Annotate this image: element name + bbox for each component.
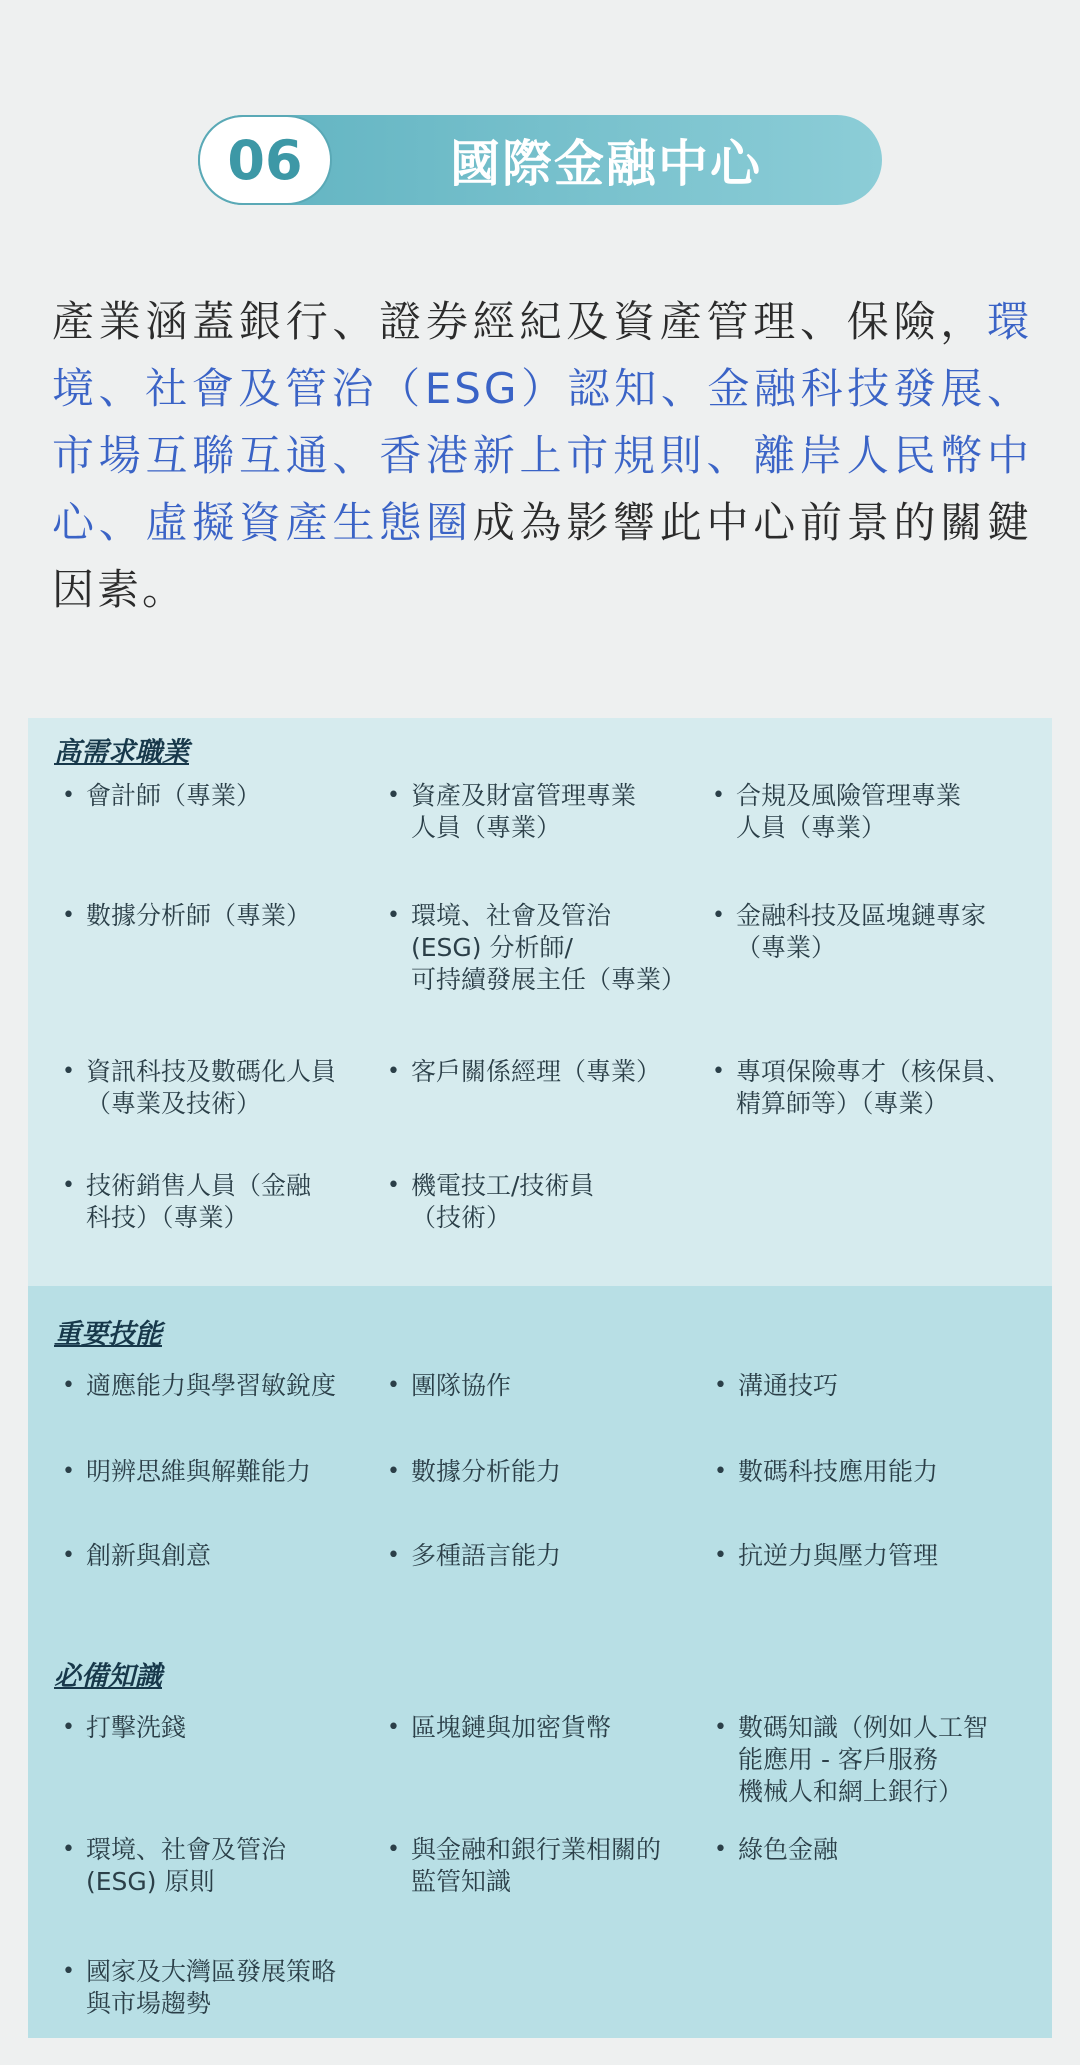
- section-number-badge: 06: [198, 115, 332, 205]
- list-item: • 明辨思維與解難能力: [62, 1457, 312, 1486]
- list-item: • 團隊協作: [387, 1371, 512, 1400]
- list-item: • 數據分析師（專業）: [62, 901, 312, 930]
- list-item: • 數碼知識（例如人工智 能應用 - 客戶服務 機械人和網上銀行）: [714, 1713, 989, 1806]
- bullet-icon: •: [387, 783, 400, 808]
- list-item: • 多種語言能力: [387, 1541, 562, 1570]
- list-item: • 金融科技及區塊鏈專家 （專業）: [712, 901, 987, 962]
- list-item: • 會計師（專業）: [62, 781, 262, 810]
- bullet-icon: •: [387, 1459, 400, 1484]
- list-item: • 國家及大灣區發展策略 與市場趨勢: [62, 1957, 337, 2018]
- list-item: • 環境、社會及管治 (ESG) 原則: [62, 1835, 287, 1896]
- bullet-icon: •: [712, 903, 725, 928]
- bullet-icon: •: [62, 1715, 75, 1740]
- bullet-icon: •: [62, 903, 75, 928]
- list-item: • 抗逆力與壓力管理: [714, 1541, 939, 1570]
- list-item: • 數據分析能力: [387, 1457, 562, 1486]
- bullet-icon: •: [387, 1173, 400, 1198]
- bullet-icon: •: [714, 1715, 727, 1740]
- high-demand-jobs-panel: [28, 718, 1052, 1286]
- bullet-icon: •: [387, 1059, 400, 1084]
- list-item: • 創新與創意: [62, 1541, 212, 1570]
- skills-section-title: 重要技能: [54, 1319, 162, 1350]
- bullet-icon: •: [62, 1543, 75, 1568]
- list-item: • 合規及風險管理專業 人員（專業）: [712, 781, 962, 842]
- list-item: • 區塊鏈與加密貨幣: [387, 1713, 612, 1742]
- list-item: • 與金融和銀行業相關的 監管知識: [387, 1835, 662, 1896]
- list-item: • 溝通技巧: [714, 1371, 839, 1400]
- bullet-icon: •: [714, 1543, 727, 1568]
- bullet-icon: •: [62, 1173, 75, 1198]
- bullet-icon: •: [387, 1373, 400, 1398]
- list-item: • 客戶關係經理（專業）: [387, 1057, 662, 1086]
- list-item: • 數碼科技應用能力: [714, 1457, 939, 1486]
- bullet-icon: •: [712, 783, 725, 808]
- intro-text: 產業涵蓋銀行、證券經紀及資產管理、保險，: [52, 297, 987, 346]
- jobs-section-title: 高需求職業: [54, 737, 189, 768]
- bullet-icon: •: [387, 1543, 400, 1568]
- list-item: • 打擊洗錢: [62, 1713, 187, 1742]
- bullet-icon: •: [712, 1059, 725, 1084]
- bullet-icon: •: [62, 783, 75, 808]
- bullet-icon: •: [62, 1059, 75, 1084]
- bullet-icon: •: [714, 1459, 727, 1484]
- skills-knowledge-panel: [28, 1286, 1052, 2038]
- intro-text-end: 成為影響此中心前景的關鍵因素。: [52, 498, 1032, 614]
- knowledge-section-title: 必備知識: [54, 1661, 162, 1692]
- bullet-icon: •: [62, 1459, 75, 1484]
- bullet-icon: •: [62, 1373, 75, 1398]
- bullet-icon: •: [387, 903, 400, 928]
- list-item: • 資訊科技及數碼化人員 （專業及技術）: [62, 1057, 337, 1118]
- bullet-icon: •: [62, 1959, 75, 1984]
- list-item: • 技術銷售人員（金融 科技）（專業）: [62, 1171, 312, 1232]
- list-item: • 資產及財富管理專業 人員（專業）: [387, 781, 637, 842]
- list-item: • 適應能力與學習敏銳度: [62, 1371, 337, 1400]
- bullet-icon: •: [387, 1715, 400, 1740]
- page-title: 國際金融中心: [450, 135, 762, 193]
- list-item: • 環境、社會及管治 (ESG) 分析師/ 可持續發展主任（專業）: [387, 901, 687, 994]
- list-item: • 機電技工/技術員 （技術）: [387, 1171, 595, 1232]
- bullet-icon: •: [62, 1837, 75, 1862]
- intro-paragraph: [52, 288, 1032, 623]
- bullet-icon: •: [714, 1837, 727, 1862]
- list-item: • 專項保險專才（核保員、 精算師等）（專業）: [712, 1057, 1012, 1118]
- intro-highlight: 環境、社會及管治（ESG）認知、金融科技發展、市場互聯互通、香港新上市規則、離岸人民幣中心、虛擬資產生態圈: [52, 297, 1032, 547]
- list-item: • 綠色金融: [714, 1835, 839, 1864]
- bullet-icon: •: [387, 1837, 400, 1862]
- bullet-icon: •: [714, 1373, 727, 1398]
